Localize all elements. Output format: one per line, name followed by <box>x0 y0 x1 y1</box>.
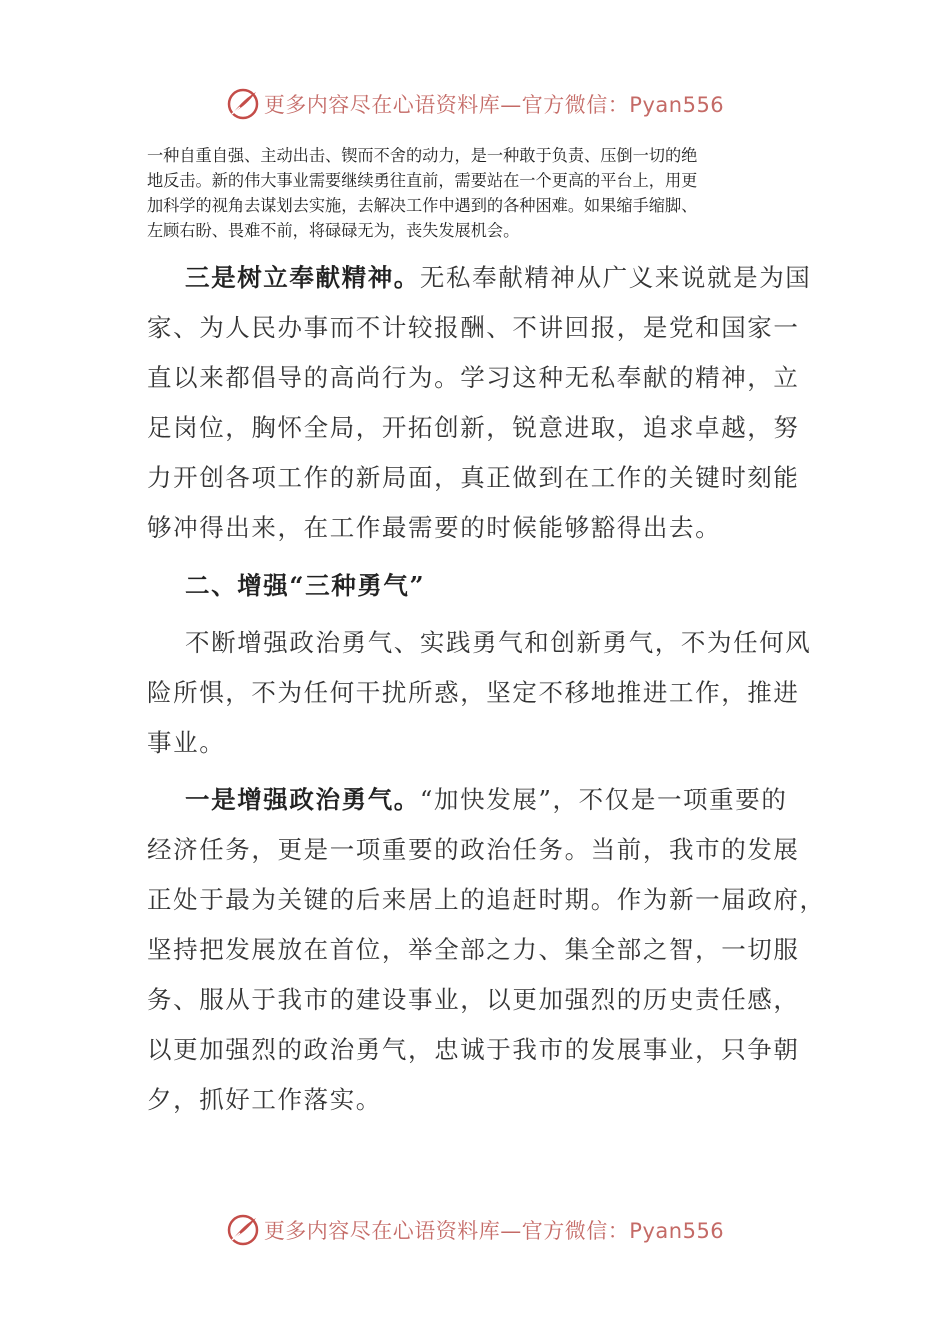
watermark-banner-top <box>0 84 950 124</box>
text-line: 以更加强烈的政治勇气，忠诚于我市的发展事业，只争朝 <box>147 1035 800 1064</box>
intro-paragraph <box>147 143 807 243</box>
text-fragment: 无私奉献精神从广义来说就是为国 <box>419 263 812 292</box>
text-line: 加科学的视角去谋划去实施，去解决工作中遇到的各种困难。如果缩手缩脚、 <box>147 196 698 215</box>
text-line <box>147 253 812 303</box>
text-fragment: “加快发展”，不仅是一项重要的 <box>419 785 788 814</box>
text-line: 一种自重自强、主动出击、锲而不舍的动力，是一种敢于负责、压倒一切的绝 <box>147 146 698 165</box>
text-line: 务、服从于我市的建设事业，以更加强烈的历史责任感， <box>147 985 800 1014</box>
paragraph-dedication <box>147 253 812 553</box>
text-line <box>147 775 807 825</box>
text-line: 事业。 <box>147 728 226 757</box>
text-line: 地反击。新的伟大事业需要继续勇往直前，需要站在一个更高的平台上，用更 <box>147 171 698 190</box>
watermark-banner-bottom <box>0 1210 950 1250</box>
section-heading <box>147 561 807 611</box>
text-line: 左顾右盼、畏难不前，将碌碌无为，丧失发展机会。 <box>147 221 520 240</box>
text-line: 够冲得出来，在工作最需要的时候能够豁得出去。 <box>147 513 722 542</box>
text-line: 正处于最为关键的后来居上的追赶时期。作为新一届政府， <box>147 885 826 914</box>
text-line: 不断增强政治勇气、实践勇气和创新勇气，不为任何风 <box>185 628 812 657</box>
text-line: 夕，抓好工作落实。 <box>147 1085 382 1114</box>
text-line: 经济任务，更是一项重要的政治任务。当前，我市的发展 <box>147 835 800 864</box>
watermark-text: 更多内容尽在心语资料库—官方微信：Pyan556 <box>263 93 725 117</box>
paragraph-courage <box>147 618 812 768</box>
text-line: 力开创各项工作的新局面，真正做到在工作的关键时刻能 <box>147 463 800 492</box>
text-line: 家、为人民办事而不计较报酬、不讲回报，是党和国家一 <box>147 313 800 342</box>
paragraph-lead: 一是增强政治勇气。 <box>185 785 420 814</box>
text-line: 险所惧，不为任何干扰所惑，坚定不移地推进工作，推进 <box>147 678 800 707</box>
text-line: 足岗位，胸怀全局，开拓创新，锐意进取，追求卓越，努 <box>147 413 800 442</box>
paragraph-lead: 三是树立奉献精神。 <box>185 263 420 292</box>
watermark-text: 更多内容尽在心语资料库—官方微信：Pyan556 <box>263 1219 725 1243</box>
paragraph-political-courage <box>147 775 826 1125</box>
heading-text: 二、增强“三种勇气” <box>185 571 426 600</box>
pen-feather-logo-icon <box>226 87 260 121</box>
text-line: 坚持把发展放在首位，举全部之力、集全部之智，一切服 <box>147 935 800 964</box>
pen-feather-logo-icon <box>226 1213 260 1247</box>
text-line: 直以来都倡导的高尚行为。学习这种无私奉献的精神，立 <box>147 363 800 392</box>
